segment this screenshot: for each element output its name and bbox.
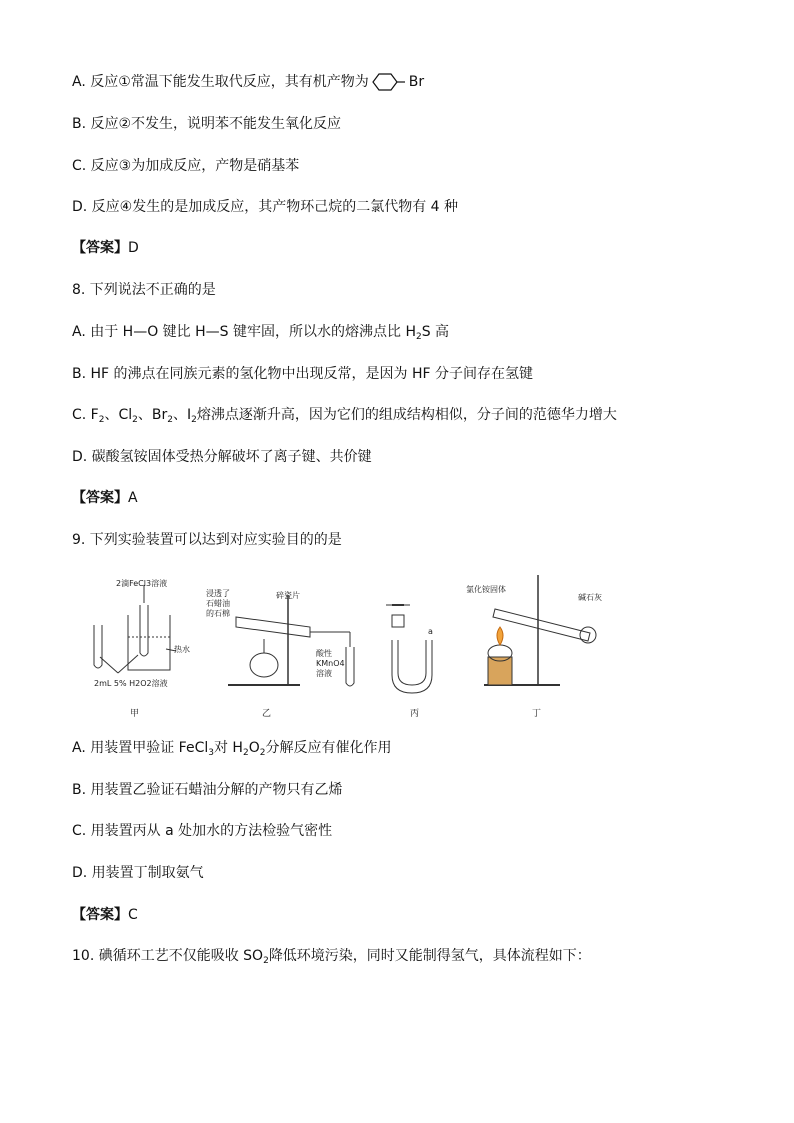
q9-answer: 【答案】C	[72, 907, 138, 923]
jia-inner-tube	[140, 605, 148, 656]
q7-option-c: C. 反应③为加成反应，产物是硝基苯	[72, 158, 300, 174]
yi-label-3: 的石棉	[206, 609, 230, 618]
cyclohexyl-ring-icon	[369, 72, 409, 92]
caption-bing: 丙	[410, 709, 420, 719]
yi-burner	[250, 653, 278, 677]
q9-option-d: D. 用装置丁制取氨气	[72, 865, 204, 881]
yi-kmno4-tube	[346, 647, 354, 686]
yi-label-2: 石蜡油	[206, 599, 230, 608]
q9-option-b: B. 用装置乙验证石蜡油分解的产物只有乙烯	[72, 782, 343, 798]
q8-answer: 【答案】A	[72, 490, 138, 506]
bing-label-a: a	[428, 627, 433, 636]
caption-ding: 丁	[532, 709, 542, 719]
q7-option-a: A. 反应①常温下能发生取代反应，其有机产物为 Br	[72, 74, 425, 90]
q7-option-d: D. 反应④发生的是加成反应，其产物环己烷的二氯代物有 4 种	[72, 199, 459, 215]
jia-test-tube	[94, 625, 102, 668]
bing-stopper	[386, 605, 410, 627]
q9-option-c: C. 用装置丙从 a 处加水的方法检验气密性	[72, 823, 333, 839]
apparatus-drawing	[0, 565, 794, 725]
yi-label-ceramic: 碎瓷片	[276, 591, 300, 600]
ding-label-soda-lime: 碱石灰	[578, 593, 602, 602]
jia-label-fecl3: 2滴FeCl3溶液	[116, 579, 168, 588]
q8-stem: 8. 下列说法不正确的是	[72, 282, 216, 298]
yi-label-solution: 溶液	[316, 669, 332, 678]
jia-beaker	[128, 615, 170, 670]
ding-label-nh4cl: 氯化铵固体	[466, 585, 506, 594]
yi-label-1: 浸透了	[206, 589, 230, 598]
yi-label-acidic: 酸性	[316, 649, 332, 658]
q10-stem: 10. 碘循环工艺不仅能吸收 $SO_2$降低环境污染，同时又能制得氢气，具体流程如下：	[72, 948, 591, 966]
caption-jia: 甲	[130, 709, 140, 719]
q8-option-c: C. $F_2$、$Cl_2$、$Br_2$、$I_2$熔沸点逐渐升高，因为它们的组成结构相似，分子间的范德华力增大	[72, 407, 617, 425]
yi-horizontal-tube	[236, 617, 310, 637]
ding-tilted-tube	[493, 609, 590, 641]
yi-label-kmno4: KMnO4	[316, 659, 345, 668]
q9-option-a: A. 用装置甲验证 FeCl$_3$对 $H_2O_2$分解反应有催化作用	[72, 740, 392, 758]
caption-yi: 乙	[262, 709, 272, 719]
q8-option-d: D. 碳酸氢铵固体受热分解破坏了离子键、共价键	[72, 449, 372, 465]
q7-answer: 【答案】D	[72, 240, 139, 256]
jia-label-hot-water: 热水	[174, 645, 190, 654]
q8-option-b: B. HF 的沸点在同族元素的氢化物中出现反常，是因为 HF 分子间存在氢键	[72, 366, 534, 382]
q9-stem: 9. 下列实验装置可以达到对应实验目的的是	[72, 532, 342, 548]
apparatus-figure	[0, 565, 794, 725]
jia-label-h2o2: 2mL 5% H2O2溶液	[94, 679, 168, 688]
q7-option-b: B. 反应②不发生，说明苯不能发生氧化反应	[72, 116, 342, 132]
ding-flame	[497, 627, 503, 645]
q8-option-a: A. 由于 H—O 键比 H—S 键牢固，所以水的熔沸点比 $H_2S$ 高	[72, 324, 450, 342]
